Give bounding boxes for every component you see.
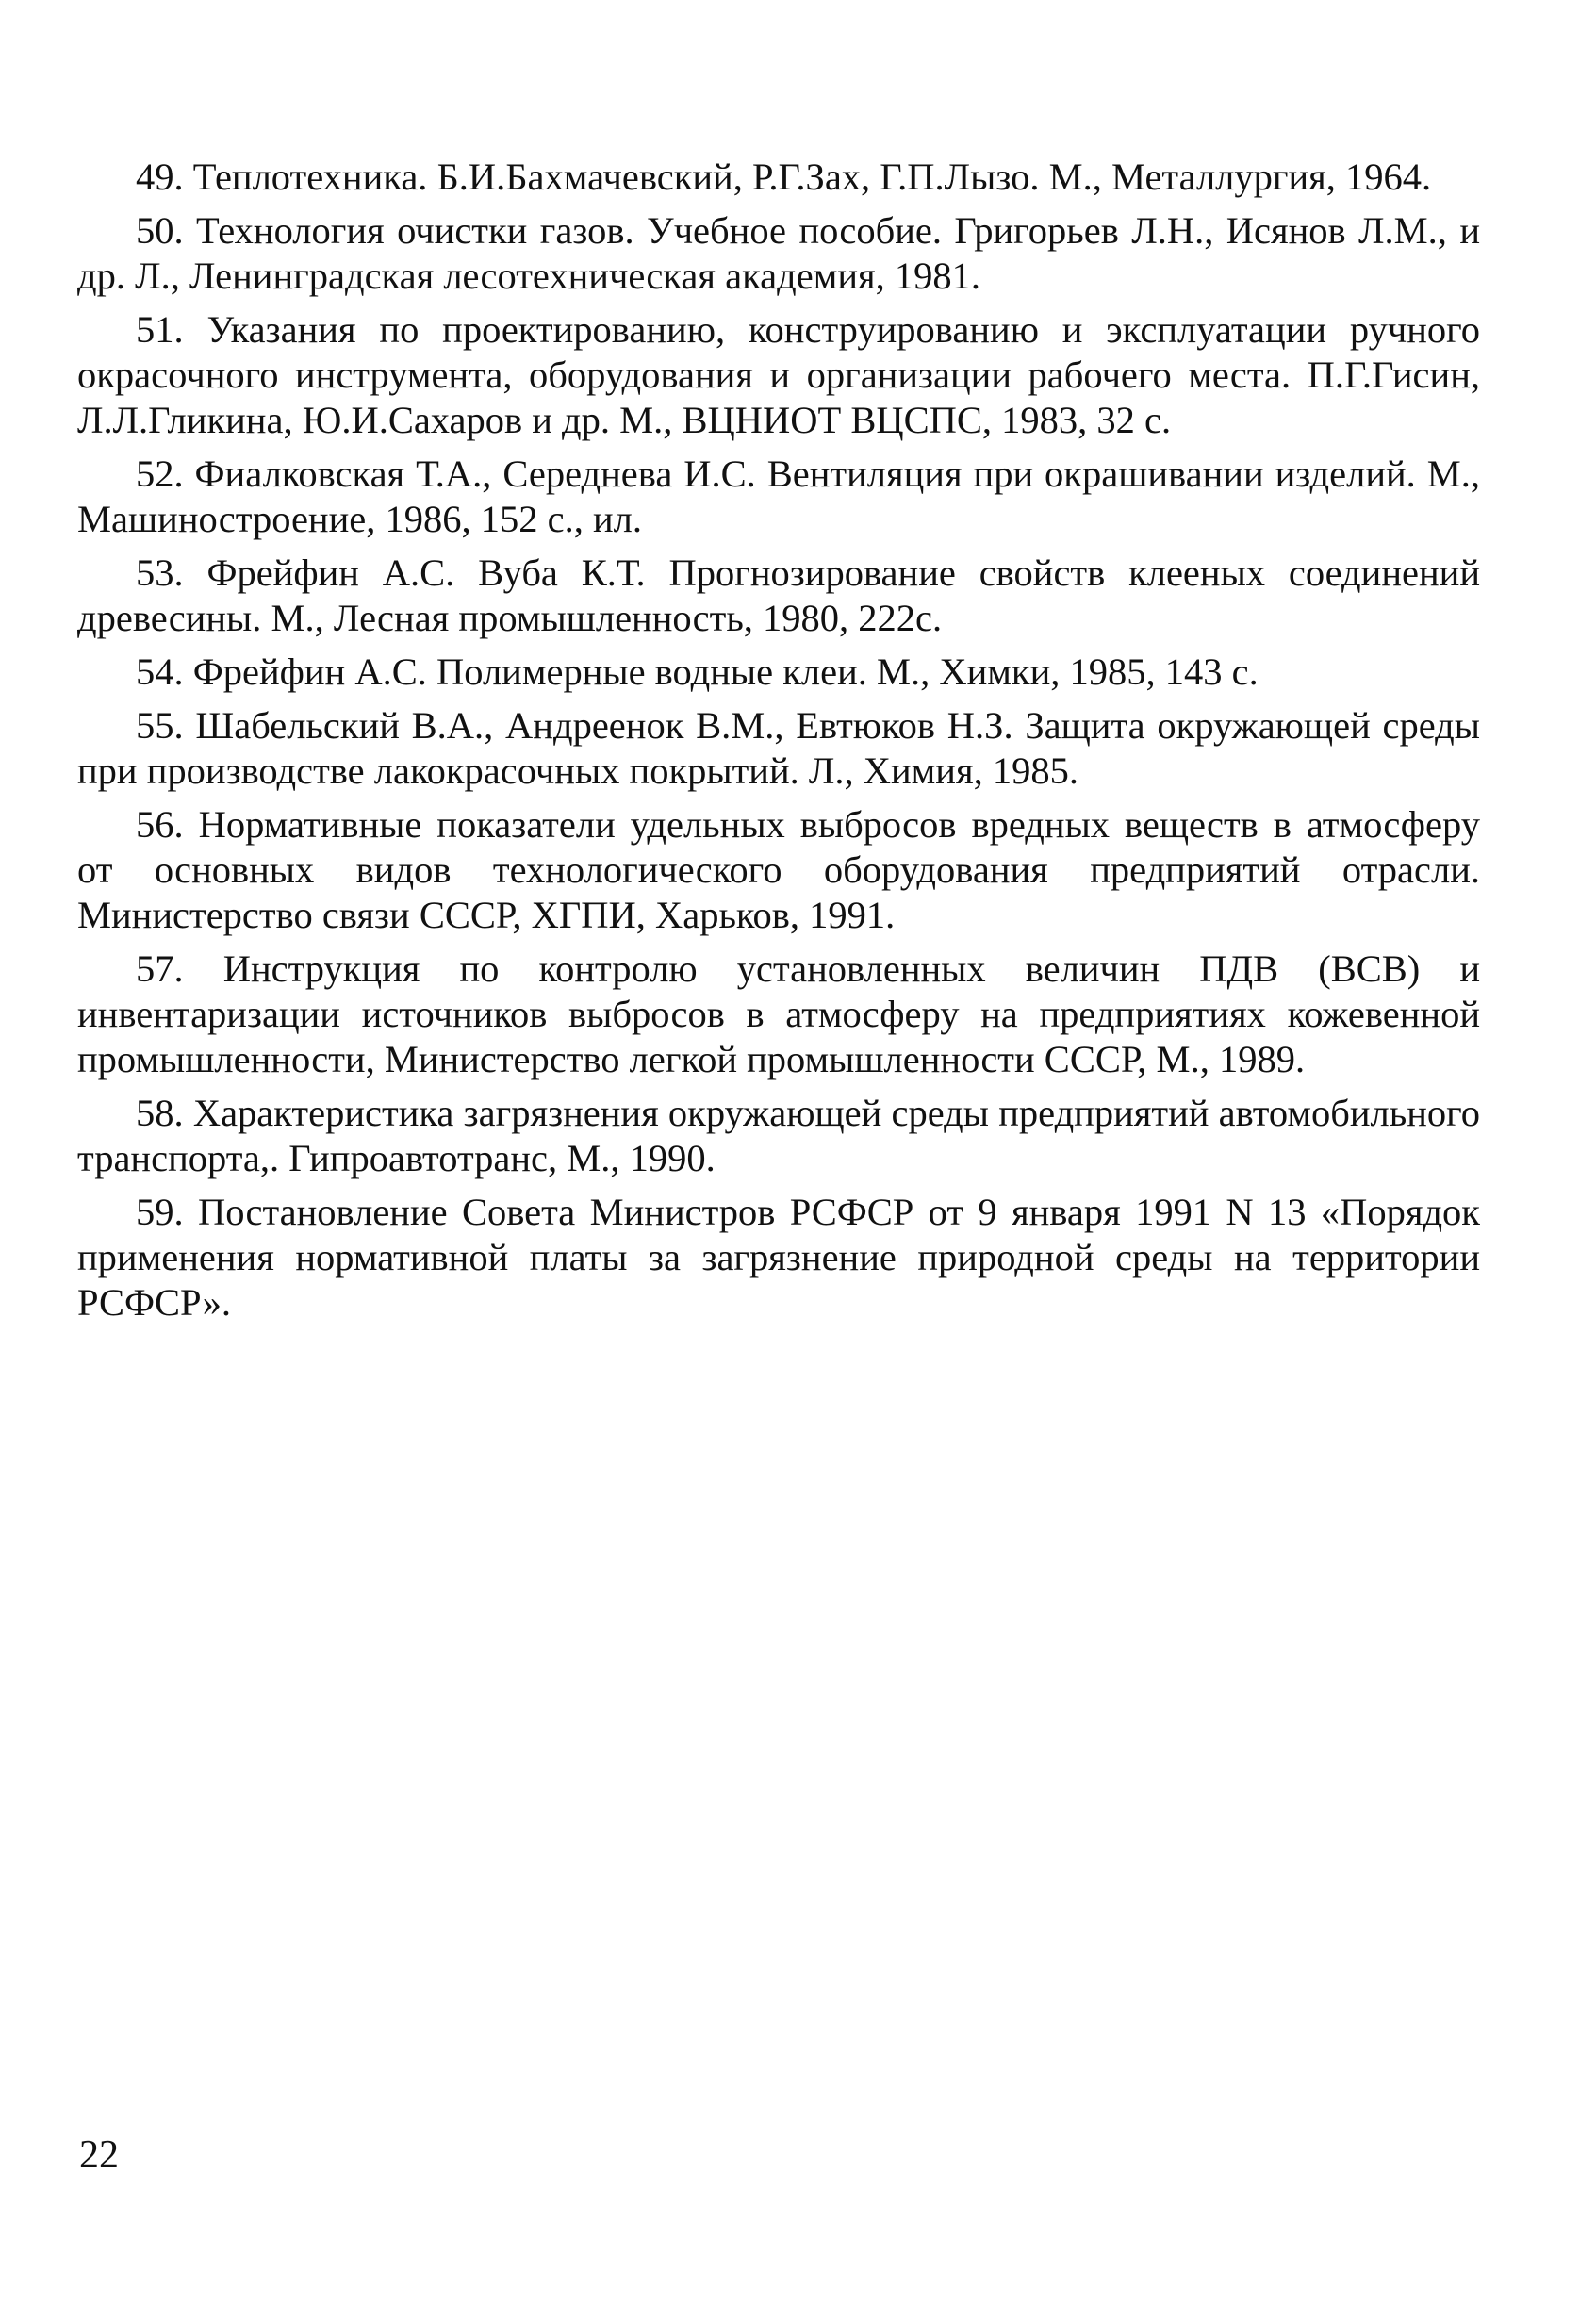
reference-item-54: 54. Фрейфин А.С. Полимерные водные клеи. М., Химки, 1985, 143 с. [136,650,1259,693]
reference-list [77,155,1480,1334]
page-number: 22 [79,2133,119,2177]
reference-item-50: 50. Технология очистки газов. Учебное пособие. Григорьев Л.Н., Исянов Л.М., и др. Л., Ленинградская лесотехническая академия, 1981. [77,209,1480,297]
reference-item-57: 57. Инструкция по контролю установленных величин ПДВ (ВСВ) и инвентаризации источников выбросов в атмосферу на предприятиях кожевенной промышленности, Министерство легкой промышленности СССР, М., 1989. [77,947,1480,1080]
reference-item-52: 52. Фиалковская Т.А., Середнева И.С. Вентиляция при окрашивании изделий. М., Машиностроение, 1986, 152 с., ил. [77,453,1480,540]
reference-item-55: 55. Шабельский В.А., Андреенок В.М., Евтюков Н.З. Защита окружающей среды при производстве лакокрасочных покрытий. Л., Химия, 1985. [77,704,1480,792]
reference-item-53: 53. Фрейфин А.С. Вуба К.Т. Прогнозирование свойств клееных соединений древесины. М., Лесная промышленность, 1980, 222с. [77,552,1480,639]
reference-item-56: 56. Нормативные показатели удельных выбросов вредных веществ в атмосферу от основных видов технологического оборудования предприятий отрасли. Министерство связи СССР, ХГПИ, Харьков, 1991. [77,803,1480,936]
reference-item-59: 59. Постановление Совета Министров РСФСР от 9 января 1991 N 13 «Порядок применения нормативной платы за загрязнение природной среды на территории РСФСР». [77,1191,1480,1324]
reference-item-51: 51. Указания по проектированию, конструированию и эксплуатации ручного окрасочного инструмента, оборудования и организации рабочего места. П.Г.Гисин, Л.Л.Гликина, Ю.И.Сахаров и др. М., ВЦНИОТ ВЦСПС, 1983, 32 с. [77,308,1480,441]
reference-item-58: 58. Характеристика загрязнения окружающей среды предприятий автомобильного транспорта,. Гипроавтотранс, М., 1990. [77,1092,1480,1179]
reference-item-49: 49. Теплотехника. Б.И.Бахмачевский, Р.Г.Зах, Г.П.Лызо. М., Металлургия, 1964. [136,156,1432,198]
